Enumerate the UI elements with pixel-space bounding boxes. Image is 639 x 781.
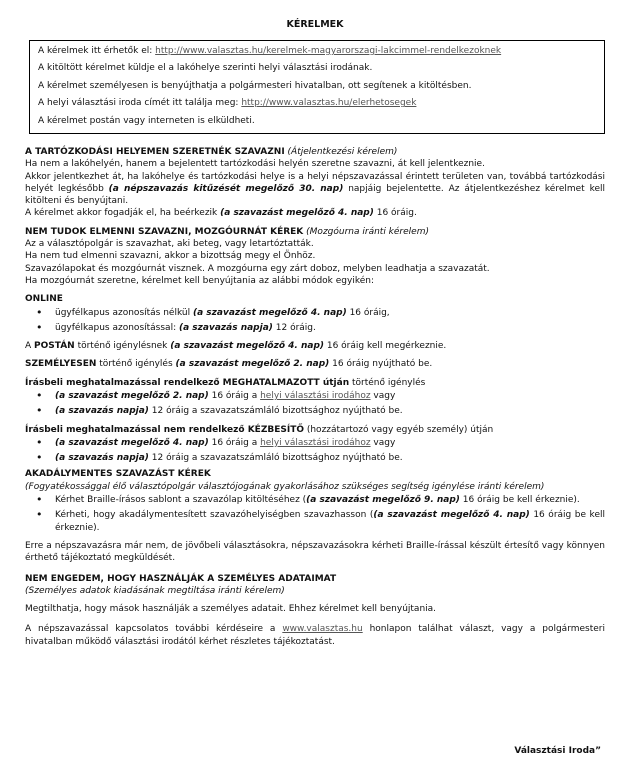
helyi-iroda-link[interactable]: helyi választási irodához [260, 437, 371, 448]
list-item: • Kérheti, hogy akadálymentesített szavazóhelyiségben szavazhasson ((a szavazást megelőző 4. nap) 16 óráig be kell érkeznie). [55, 509, 605, 534]
elerhetosegek-link[interactable]: http://www.valasztas.hu/elerhetosegek [241, 98, 417, 109]
paragraph: Megtilthatja, hogy mások használják a személyes adatait. Ehhez kérelmet kell benyújtania. [25, 604, 437, 615]
list-item: • (a szavazás napja) 12 óráig a szavazatszámláló bizottsághoz nyújtható be. [55, 452, 605, 464]
paragraph: Ha mozgóurnát szeretne, kérelmet kell benyújtania az alábbi módok egyikén: [25, 275, 374, 286]
section-heading-note: (Fogyatékossággal élő választópolgár választójogának gyakorlásához szükséges segítség igénylése iránti kérelem) [25, 481, 545, 492]
paragraph: Ha nem tud elmenni szavazni, akkor a bizottság megy el Önhöz. [25, 251, 316, 262]
info-line-2: A kitöltött kérelmet küldje el a lakóhelye szerinti helyi választási irodának. [38, 63, 373, 74]
section-heading: NEM ENGEDEM, HOGY HASZNÁLJÁK A SZEMÉLYES ADATAIMAT [25, 573, 337, 584]
list-item: • ügyfélkapus azonosítás nélkül (a szavazást megelőző 4. nap) 16 óráig, [55, 307, 605, 319]
list-item: • (a szavazást megelőző 4. nap) 16 óráig a helyi választási irodához vagy [55, 437, 605, 449]
info-line-5: A kérelmet postán vagy interneten is elküldheti. [38, 115, 255, 126]
section-heading: NEM TUDOK ELMENNI SZAVAZNI, MOZGÓURNÁT KÉREK (Mozgóurna iránti kérelem) [25, 226, 429, 237]
akadalymentes-list [25, 494, 605, 534]
section-heading-note: (Személyes adatok kiadásának megtiltása iránti kérelem) [25, 585, 285, 596]
info-text: A helyi választási iroda címét itt találja meg: [38, 98, 242, 109]
paragraph: Az a választópolgár is szavazhat, aki beteg, vagy letartóztatták. [25, 239, 314, 250]
section-atjelentkezes [25, 146, 605, 220]
signature: Választási Iroda” [514, 746, 601, 756]
section-akadalymentes [25, 468, 605, 564]
online-heading: ONLINE [25, 294, 63, 305]
paragraph: Akkor jelentkezhet át, ha lakóhelye és tartózkodási helye is a helyi népszavazással érintett területen van, továbbá tartózkodási helyét legkésőbb (a népszavazás kitűzését megelőző 30. nap) napjáig bejelentette. Az átjelentkezéshez kérelmet kell kitölteni és benyújtani. [25, 171, 606, 207]
info-text: A kérelmek itt érhetők el: [38, 46, 156, 56]
paragraph: Erre a népszavazásra már nem, de jövőbeli választásokra, népszavazásokra kérheti Braille-írással készült értesítő vagy könnyen érthető tájékoztató megküldését. [25, 540, 605, 564]
helyi-iroda-link[interactable]: helyi választási irodához [260, 391, 371, 401]
paragraph: Szavazólapokat és mozgóurnát visznek. A mozgóurna egy zárt doboz, melyben leadhatja a szavazatát. [25, 263, 490, 274]
online-list [25, 307, 605, 335]
info-line-1 [38, 43, 596, 60]
info-box [29, 40, 605, 134]
list-item: • (a szavazást megelőző 2. nap) 16 óráig a helyi választási irodához vagy [55, 390, 605, 402]
paragraph: Ha nem a lakóhelyén, hanem a bejelentett tartózkodási helyén szeretne szavazni, át kell jelentkeznie. [25, 159, 485, 170]
paragraph-posta: A POSTÁN történő igénylésnek (a szavazást megelőző 4. nap) 16 óráig kell megérkeznie. [25, 341, 447, 352]
valasztas-link[interactable]: www.valasztas.hu [282, 624, 363, 635]
info-line-4 [38, 95, 596, 112]
section-heading: A TARTÓZKODÁSI HELYEMEN SZERETNÉK SZAVAZNI (Átjelentkezési kérelem) [25, 146, 398, 157]
kezbesito-list [25, 437, 605, 465]
paragraph: A kérelmet akkor fogadják el, ha beérkezik (a szavazást megelőző 4. nap) 16 óráig. [25, 208, 417, 219]
paragraph-szemelyesen: SZEMÉLYESEN történő igénylés (a szavazást megelőző 2. nap) 16 óráig nyújtható be. [25, 359, 433, 370]
meghatalmazott-heading: Írásbeli meghatalmazással rendelkező MEGHATALMAZOTT útján történő igénylés [25, 377, 426, 388]
section-heading: AKADÁLYMENTES SZAVAZÁST KÉREK [25, 469, 211, 480]
section-adatvedelem [25, 573, 605, 648]
meghatalmazott-list [25, 390, 605, 418]
kezbesito-heading: Írásbeli meghatalmazással nem rendelkező KÉZBESÍTŐ (hozzátartozó vagy egyéb személy) útján [25, 424, 494, 435]
list-item: • Kérhet Braille-írásos sablont a szavazólap kitöltéséhez ((a szavazást megelőző 9. nap) 16 óráig be kell érkeznie). [55, 494, 605, 506]
paragraph: A népszavazással kapcsolatos további kérdéseire a www.valasztas.hu honlapon találhat választ, vagy a polgármesteri hivatalban működő választási irodától kérhet részletes tájékoztatást. [25, 624, 605, 647]
info-line-3: A kérelmet személyesen is benyújthatja a polgármesteri hivatalban, ott segítenek a kitöltésben. [38, 80, 472, 91]
list-item: • ügyfélkapus azonosítással: (a szavazás napja) 12 óráig. [55, 322, 605, 334]
kerelmek-link[interactable]: http://www.valasztas.hu/kerelmek-magyarorszagi-lakcimmel-rendelkezoknek [155, 46, 502, 56]
page-title: KÉRELMEK [286, 19, 344, 30]
section-mozgourna [25, 226, 605, 465]
list-item: • (a szavazás napja) 12 óráig a szavazatszámláló bizottsághoz nyújtható be. [55, 405, 605, 417]
